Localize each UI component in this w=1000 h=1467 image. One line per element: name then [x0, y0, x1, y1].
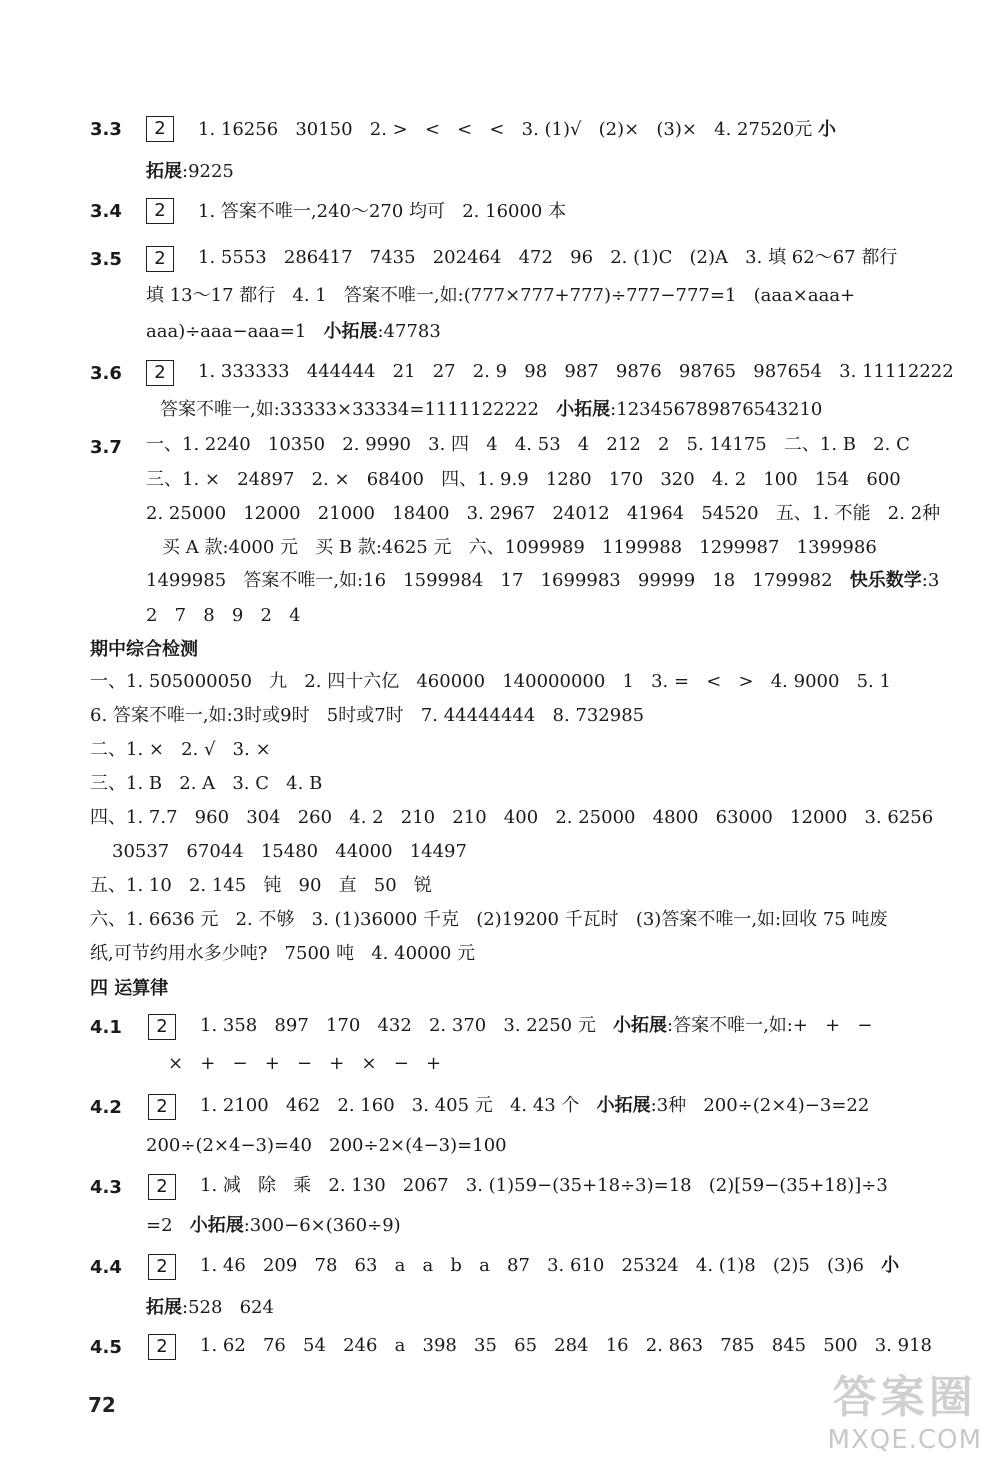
- difficulty-box: 2: [146, 198, 174, 224]
- answer-line: 1499985 答案不唯一,如:16 1599984 17 1699983 99999 18 1799982 快乐数学:3: [146, 570, 940, 591]
- answer-line: 1. 46 209 78 63 a a b a 87 3. 610 25324 4. (1)8 (2)5 (3)6 小: [200, 1255, 900, 1276]
- section-label: 3.5: [90, 249, 122, 270]
- difficulty-box: 2: [148, 1254, 176, 1280]
- answer-line: 1. 333333 444444 21 27 2. 9 98 987 9876 98765 987654 3. 11112222: [198, 361, 954, 382]
- answer-line: 四、1. 7.7 960 304 260 4. 2 210 210 400 2. 25000 4800 63000 12000 3. 6256: [90, 807, 934, 828]
- difficulty-box: 2: [148, 1334, 176, 1360]
- page-number: 72: [88, 1393, 116, 1417]
- answer-line: 六、1. 6636 元 2. 不够 3. (1)36000 千克 (2)19200 千瓦时 (3)答案不唯一,如:回收 75 吨废: [90, 909, 888, 930]
- midterm-heading: 期中综合检测: [90, 639, 198, 660]
- answer-line: 一、1. 505000050 九 2. 四十六亿 460000 140000000 1 3. = < > 4. 9000 5. 1: [90, 671, 891, 692]
- section-label: 4.3: [90, 1177, 122, 1198]
- difficulty-box: 2: [148, 1094, 176, 1120]
- answer-line: 二、1. × 2. √ 3. ×: [90, 739, 271, 760]
- answer-line: 三、1. × 24897 2. × 68400 四、1. 9.9 1280 170 320 4. 2 100 154 600: [146, 469, 901, 490]
- answer-line: aaa)÷aaa−aaa=1 小拓展:47783: [146, 321, 441, 342]
- answer-line: 1. 答案不唯一,240～270 均可 2. 16000 本: [198, 201, 567, 222]
- section-label: 3.7: [90, 437, 122, 458]
- answer-line: 1. 2100 462 2. 160 3. 405 元 4. 43 个 小拓展:3种 200÷(2×4)−3=22: [200, 1095, 870, 1116]
- answer-line: =2 小拓展:300−6×(360÷9): [146, 1215, 401, 1236]
- chapter-heading: 四 运算律: [90, 978, 169, 999]
- section-label: 3.6: [90, 363, 122, 384]
- answer-line: 拓展:528 624: [146, 1297, 274, 1318]
- answer-line: 1. 358 897 170 432 2. 370 3. 2250 元 小拓展:答案不唯一,如:+ + −: [200, 1015, 873, 1036]
- watermark-url: MXQE.COM: [827, 1425, 982, 1455]
- answer-line: 答案不唯一,如:33333×33334=1111122222 小拓展:123456789876543210: [160, 399, 823, 420]
- difficulty-box: 2: [146, 246, 174, 272]
- answer-line: 填 13～17 都行 4. 1 答案不唯一,如:(777×777+777)÷777−777=1 (aaa×aaa+: [146, 285, 856, 306]
- section-label: 3.4: [90, 201, 122, 222]
- answer-line: × + − + − + × − +: [168, 1053, 442, 1074]
- answer-line: 买 A 款:4000 元 买 B 款:4625 元 六、1099989 1199988 1299987 1399986: [162, 537, 877, 558]
- answer-line: 三、1. B 2. A 3. C 4. B: [90, 773, 323, 794]
- answer-line: 1. 减 除 乘 2. 130 2067 3. (1)59−(35+18÷3)=18 (2)[59−(35+18)]÷3: [200, 1175, 888, 1196]
- section-label: 4.5: [90, 1337, 122, 1358]
- difficulty-box: 2: [148, 1014, 176, 1040]
- difficulty-box: 2: [148, 1174, 176, 1200]
- answer-line: 拓展:9225: [146, 161, 234, 182]
- answer-line: 1. 5553 286417 7435 202464 472 96 2. (1)C (2)A 3. 填 62～67 都行: [198, 247, 898, 268]
- section-label: 3.3: [90, 119, 122, 140]
- answer-line: 纸,可节约用水多少吨? 7500 吨 4. 40000 元: [90, 943, 476, 964]
- answer-line: 1. 16256 30150 2. > < < < 3. (1)√ (2)× (3)× 4. 27520元 小: [198, 119, 837, 140]
- answer-line: 2 7 8 9 2 4: [146, 605, 301, 626]
- section-label: 4.2: [90, 1097, 122, 1118]
- watermark-logo: [828, 1361, 982, 1455]
- answer-line: 200÷(2×4−3)=40 200÷2×(4−3)=100: [146, 1135, 507, 1156]
- answer-line: 2. 25000 12000 21000 18400 3. 2967 24012 41964 54520 五、1. 不能 2. 2种: [146, 503, 941, 524]
- answer-line: 一、1. 2240 10350 2. 9990 3. 四 4 4. 53 4 212 2 5. 14175 二、1. B 2. C: [146, 434, 910, 455]
- difficulty-box: 2: [146, 116, 174, 142]
- answer-line: 1. 62 76 54 246 a 398 35 65 284 16 2. 863 785 845 500 3. 918: [200, 1335, 933, 1356]
- answer-line: 30537 67044 15480 44000 14497: [112, 841, 467, 862]
- section-label: 4.1: [90, 1017, 122, 1038]
- answer-line: 五、1. 10 2. 145 钝 90 直 50 锐: [90, 875, 432, 896]
- difficulty-box: 2: [146, 360, 174, 386]
- answer-line: 6. 答案不唯一,如:3时或9时 5时或7时 7. 44444444 8. 732985: [90, 705, 645, 726]
- section-label: 4.4: [90, 1257, 122, 1278]
- watermark-title: 答案圈: [832, 1372, 977, 1423]
